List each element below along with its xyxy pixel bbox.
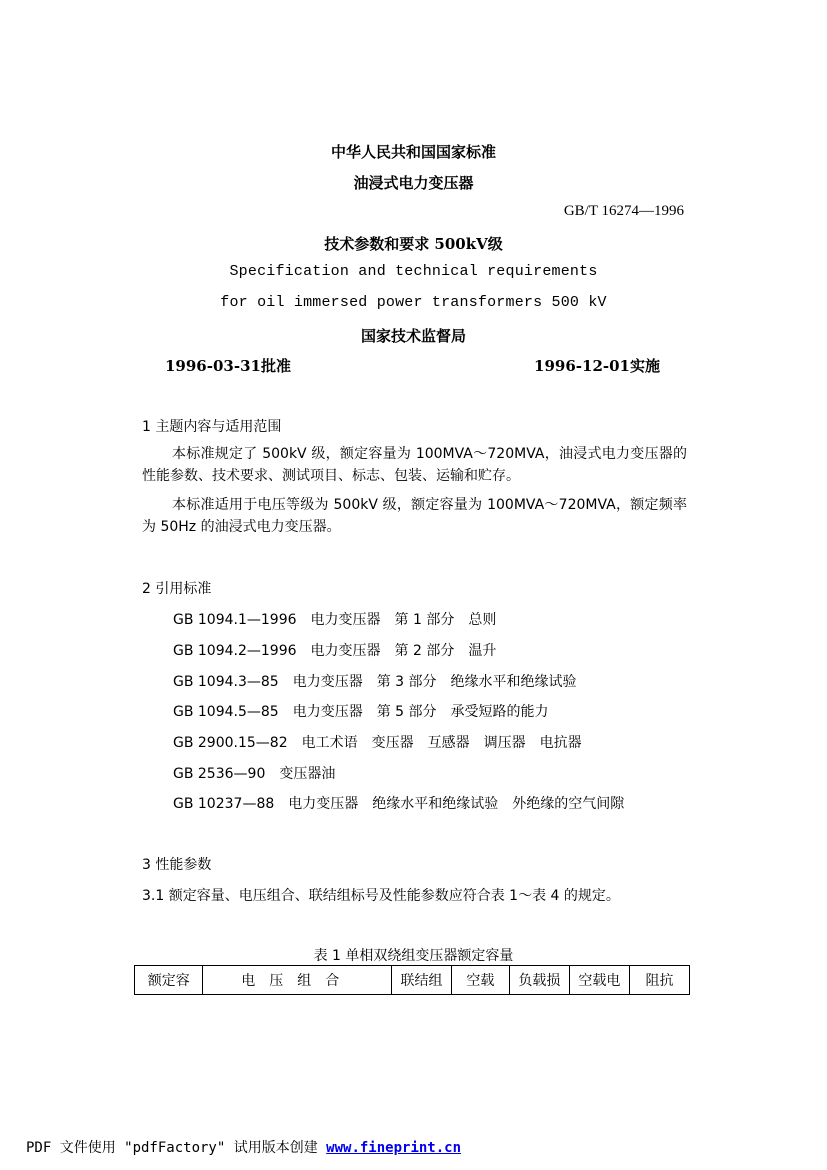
reference-item: GB 1094.2—1996 电力变压器 第 2 部分 温升 — [173, 643, 497, 659]
reference-item: GB 1094.3—85 电力变压器 第 3 部分 绝缘水平和绝缘试验 — [173, 674, 577, 690]
table-1-caption: 表 1 单相双绕组变压器额定容量 — [313, 948, 514, 964]
table-header-cell: 电压组合 — [203, 966, 392, 995]
reference-item: GB 2900.15—82 电工术语 变压器 互感器 调压器 电抗器 — [173, 735, 582, 751]
fineprint-link[interactable]: www.fineprint.cn — [326, 1140, 462, 1156]
table-header-cell: 联结组 — [391, 966, 451, 995]
section-3-1-text: 3.1 额定容量、电压组合、联结组标号及性能参数应符合表 1～表 4 的规定。 — [142, 888, 620, 904]
section-2-heading: 2 引用标准 — [142, 581, 212, 597]
section-1-paragraph-2: 本标准适用于电压等级为 500kV 级，额定容量为 100MVA～720MVA，额定频率为 50Hz 的油浸式电力变压器。 — [142, 497, 687, 535]
issuer: 国家技术监督局 — [360, 327, 466, 345]
document-subtitle: 技术参数和要求 500kV级 — [324, 235, 503, 253]
national-standard-title: 中华人民共和国国家标准 — [330, 143, 496, 161]
document-title: 油浸式电力变压器 — [353, 174, 474, 192]
english-title-line-2: for oil immersed power transformers 500 kV — [220, 294, 607, 311]
effective-date: 1996-12-01实施 — [534, 357, 660, 375]
table-header-cell: 空载电 — [569, 966, 629, 995]
reference-item: GB 1094.1—1996 电力变压器 第 1 部分 总则 — [173, 612, 497, 628]
section-1-heading: 1 主题内容与适用范围 — [142, 419, 282, 435]
table-header-row — [135, 966, 690, 995]
table-1 — [134, 965, 690, 995]
reference-item: GB 2536—90 变压器油 — [173, 766, 336, 782]
english-title-line-1: Specification and technical requirements — [229, 263, 598, 280]
section-3-heading: 3 性能参数 — [142, 857, 212, 873]
reference-item: GB 1094.5—85 电力变压器 第 5 部分 承受短路的能力 — [173, 704, 549, 720]
table-header-cell: 额定容 — [135, 966, 203, 995]
pdf-watermark-footer — [26, 1137, 461, 1157]
footer-text: PDF 文件使用 "pdfFactory" 试用版本创建 — [26, 1140, 327, 1156]
table-header-cell: 阻抗 — [629, 966, 689, 995]
standard-number: GB/T 16274—1996 — [563, 203, 684, 219]
table-header-cell: 负载损 — [509, 966, 569, 995]
reference-item: GB 10237—88 电力变压器 绝缘水平和绝缘试验 外绝缘的空气间隙 — [173, 796, 625, 812]
table-header-cell: 空载 — [451, 966, 509, 995]
section-1-paragraph-1: 本标准规定了 500kV 级，额定容量为 100MVA～720MVA，油浸式电力变压器的性能参数、技术要求、测试项目、标志、包装、运输和贮存。 — [142, 446, 687, 484]
approved-date: 1996-03-31批准 — [165, 357, 291, 375]
